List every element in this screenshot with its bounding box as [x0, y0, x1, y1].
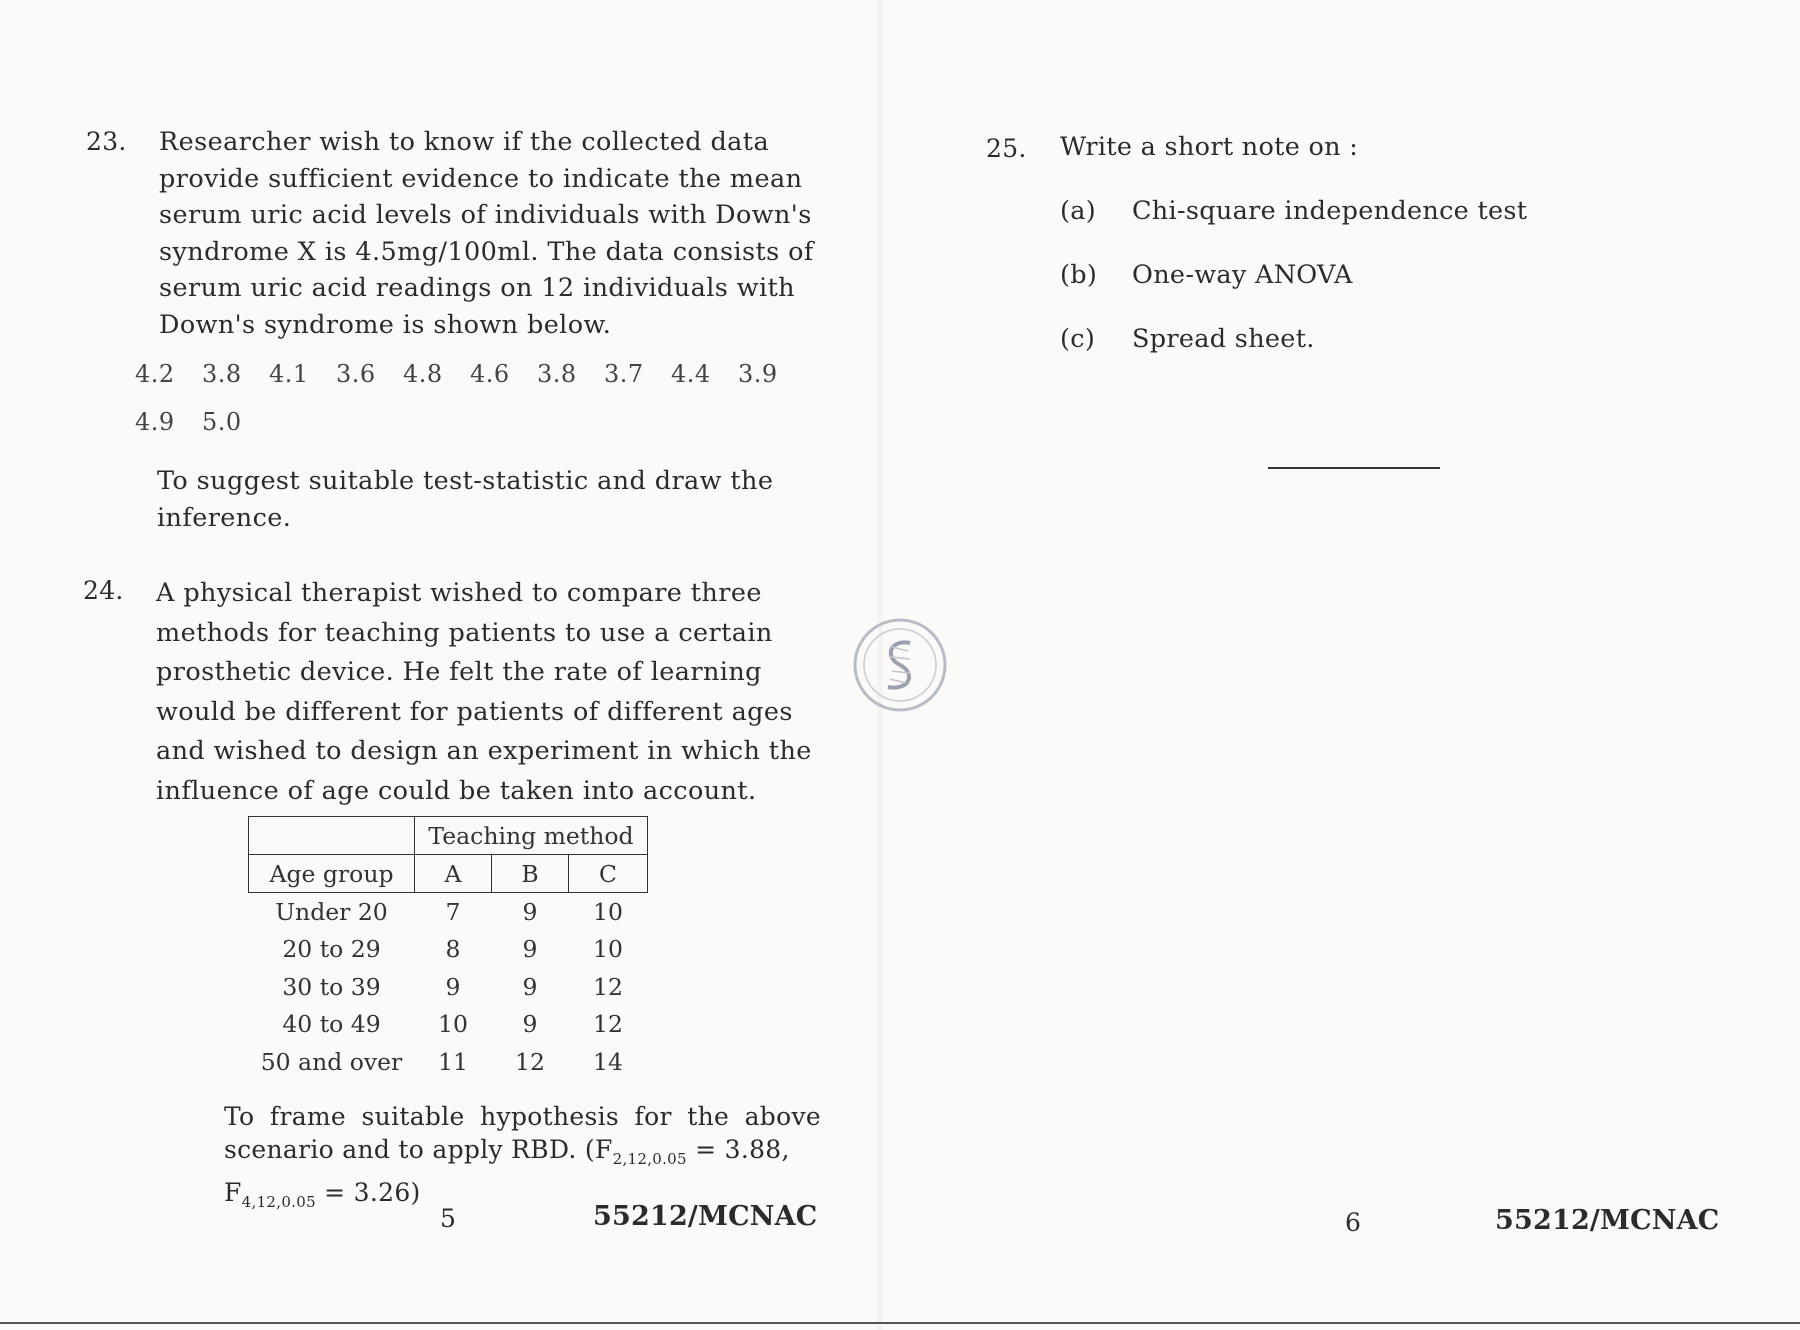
value-cell: 9 — [522, 1010, 538, 1039]
f1-subscript: 2,12,0.05 — [612, 1150, 687, 1168]
age-group-header: Age group — [249, 855, 415, 893]
reading-value: 4.8 — [403, 360, 443, 388]
q23-line: syndrome X is 4.5mg/100ml. The data consists of — [159, 236, 814, 267]
q24-text — [156, 574, 821, 811]
task-text: scenario and to apply RBD. (F — [224, 1135, 613, 1164]
q23-number: 23. — [86, 127, 127, 156]
q23-line: Down's syndrome is shown below. — [159, 309, 612, 340]
value-cell: 12 — [593, 972, 623, 1001]
table-corner-cell — [249, 817, 415, 855]
q23-text — [159, 124, 824, 343]
q23-task-line: To suggest suitable test-statistic and draw the — [157, 466, 774, 496]
reading-value: 3.6 — [336, 360, 376, 388]
age-cell: 50 and over — [260, 1047, 403, 1076]
table-row — [249, 1043, 648, 1081]
f2-subscript: 4,12,0.05 — [241, 1193, 316, 1211]
table-row — [249, 968, 648, 1006]
f2-value: = 3.26) — [315, 1178, 421, 1207]
reading-value: 3.7 — [604, 360, 644, 388]
readings-row-1 — [135, 360, 805, 388]
q24-task-line: To frame suitable hypothesis for the above — [224, 1102, 821, 1131]
q24-number: 24. — [83, 576, 124, 605]
q24-line: influence of age could be taken into account. — [156, 775, 757, 806]
value-cell: 7 — [445, 897, 461, 926]
right-page — [880, 0, 1800, 1330]
q24-line: A physical therapist wished to compare three — [156, 578, 762, 608]
q25-item-b — [1060, 260, 1353, 290]
end-rule — [1268, 467, 1440, 469]
reading-value: 3.8 — [537, 360, 577, 388]
table-row — [249, 893, 648, 931]
value-cell: 9 — [522, 972, 538, 1001]
table-row — [249, 931, 648, 969]
column-header-c: C — [569, 855, 648, 893]
reading-value: 4.6 — [470, 360, 510, 388]
q24-line: prosthetic device. He felt the rate of learning — [156, 657, 762, 687]
paper-code: 55212/MCNAC — [593, 1201, 818, 1232]
item-label: (b) — [1060, 260, 1098, 290]
value-cell: 9 — [522, 935, 538, 964]
q24-line: and wished to design an experiment in which the — [156, 736, 812, 766]
item-text: One-way ANOVA — [1132, 260, 1353, 290]
value-cell: 11 — [438, 1047, 468, 1076]
q23-line: serum uric acid readings on 12 individuals with — [159, 273, 796, 303]
item-label: (c) — [1060, 324, 1096, 354]
q24-line: methods for teaching patients to use a certain — [156, 617, 773, 648]
teaching-method-header: Teaching method — [415, 817, 648, 855]
f2-symbol: F — [224, 1178, 242, 1207]
value-cell: 8 — [445, 935, 461, 964]
item-label: (a) — [1060, 196, 1096, 226]
page-number: 6 — [1345, 1208, 1361, 1237]
reading-value: 5.0 — [202, 408, 242, 436]
value-cell: 10 — [593, 935, 623, 964]
q23-line: Researcher wish to know if the collected data — [159, 127, 770, 157]
q23-line: serum uric acid levels of individuals with Down's — [159, 200, 812, 230]
column-header-a: A — [415, 855, 492, 893]
value-cell: 14 — [593, 1047, 623, 1076]
table-row — [249, 1006, 648, 1044]
q25-title: Write a short note on : — [1060, 132, 1359, 162]
page-number: 5 — [440, 1204, 456, 1233]
q24-task-line-formula — [224, 1133, 821, 1176]
left-page — [0, 0, 880, 1330]
q25-number: 25. — [986, 134, 1027, 163]
reading-value: 4.9 — [135, 408, 175, 436]
reading-value: 3.8 — [202, 360, 242, 388]
age-cell: 30 to 39 — [282, 972, 381, 1001]
age-cell: 20 to 29 — [282, 935, 381, 964]
reading-value: 4.4 — [671, 360, 711, 388]
q23-line: provide sufficient evidence to indicate the mean — [159, 163, 803, 194]
value-cell: 9 — [522, 897, 538, 926]
readings-row-2 — [135, 408, 269, 436]
teaching-method-table — [248, 816, 648, 1081]
item-text: Chi-square independence test — [1132, 196, 1528, 226]
column-header-b: B — [492, 855, 569, 893]
q25-item-c — [1060, 324, 1315, 354]
item-text: Spread sheet. — [1132, 324, 1315, 354]
age-cell: 40 to 49 — [282, 1010, 381, 1039]
q23-task — [157, 463, 822, 536]
value-cell: 12 — [593, 1010, 623, 1039]
q24-line: would be different for patients of different ages — [156, 696, 793, 727]
q25-item-a — [1060, 196, 1527, 226]
value-cell: 10 — [438, 1010, 468, 1039]
reading-value: 3.9 — [738, 360, 778, 388]
value-cell: 12 — [515, 1047, 545, 1076]
value-cell: 10 — [593, 897, 623, 926]
reading-value: 4.1 — [269, 360, 309, 388]
q23-task-line: inference. — [157, 502, 292, 533]
f1-value: = 3.88, — [686, 1135, 790, 1164]
value-cell: 9 — [445, 972, 461, 1001]
paper-code: 55212/MCNAC — [1495, 1205, 1720, 1236]
age-cell: Under 20 — [275, 897, 388, 926]
reading-value: 4.2 — [135, 360, 175, 388]
